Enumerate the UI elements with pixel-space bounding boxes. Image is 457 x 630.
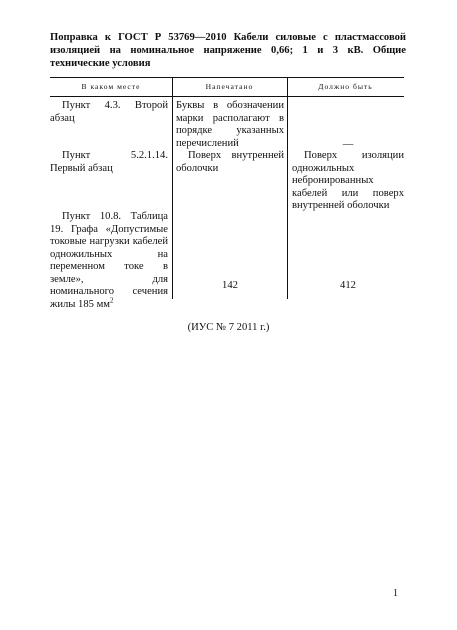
- row3-printed: 142: [222, 280, 238, 291]
- row2-where: Пункт 5.2.1.14. Первый абзац: [50, 150, 168, 174]
- publication-source: (ИУС № 7 2011 г.): [187, 322, 270, 333]
- page-number: 1: [393, 588, 398, 599]
- column-header-should-be: Должно быть: [318, 82, 373, 91]
- table-header-rule: [50, 96, 404, 97]
- table-top-rule: [50, 77, 404, 78]
- document-title: Поправка к ГОСТ Р 53769—2010 Кабели силовые с пластмассовой изоляцией на номинальное напряжение 0,66; 1 и 3 кВ. Общие технические условия: [50, 32, 406, 69]
- column-header-where: В каком месте: [81, 82, 141, 91]
- row2-printed: Поверх внутренней оболочки: [176, 150, 284, 174]
- row2-should-be: Поверх изоляции одножильных небронированных кабелей или поверх внутренней оболочки: [292, 150, 404, 211]
- table-column-divider: [172, 77, 173, 299]
- row3-should-be: 412: [340, 280, 356, 291]
- column-header-printed: Напечатано: [205, 82, 254, 91]
- row3-where-text: Пункт 10.8. Таблица 19. Графа «Допустимые токовые нагрузки кабелей одножильных на переменном токе в земле», для номинального сечения жилы 185 мм: [50, 211, 168, 310]
- row1-printed: Буквы в обозначении марки располагают в порядке указанных перечислений: [176, 100, 284, 149]
- row1-should-be: —: [342, 139, 354, 150]
- row3-where-superscript: 2: [110, 295, 114, 304]
- row1-where: Пункт 4.3. Второй абзац: [50, 100, 168, 124]
- row3-where: [50, 211, 168, 311]
- table-column-divider: [287, 77, 288, 299]
